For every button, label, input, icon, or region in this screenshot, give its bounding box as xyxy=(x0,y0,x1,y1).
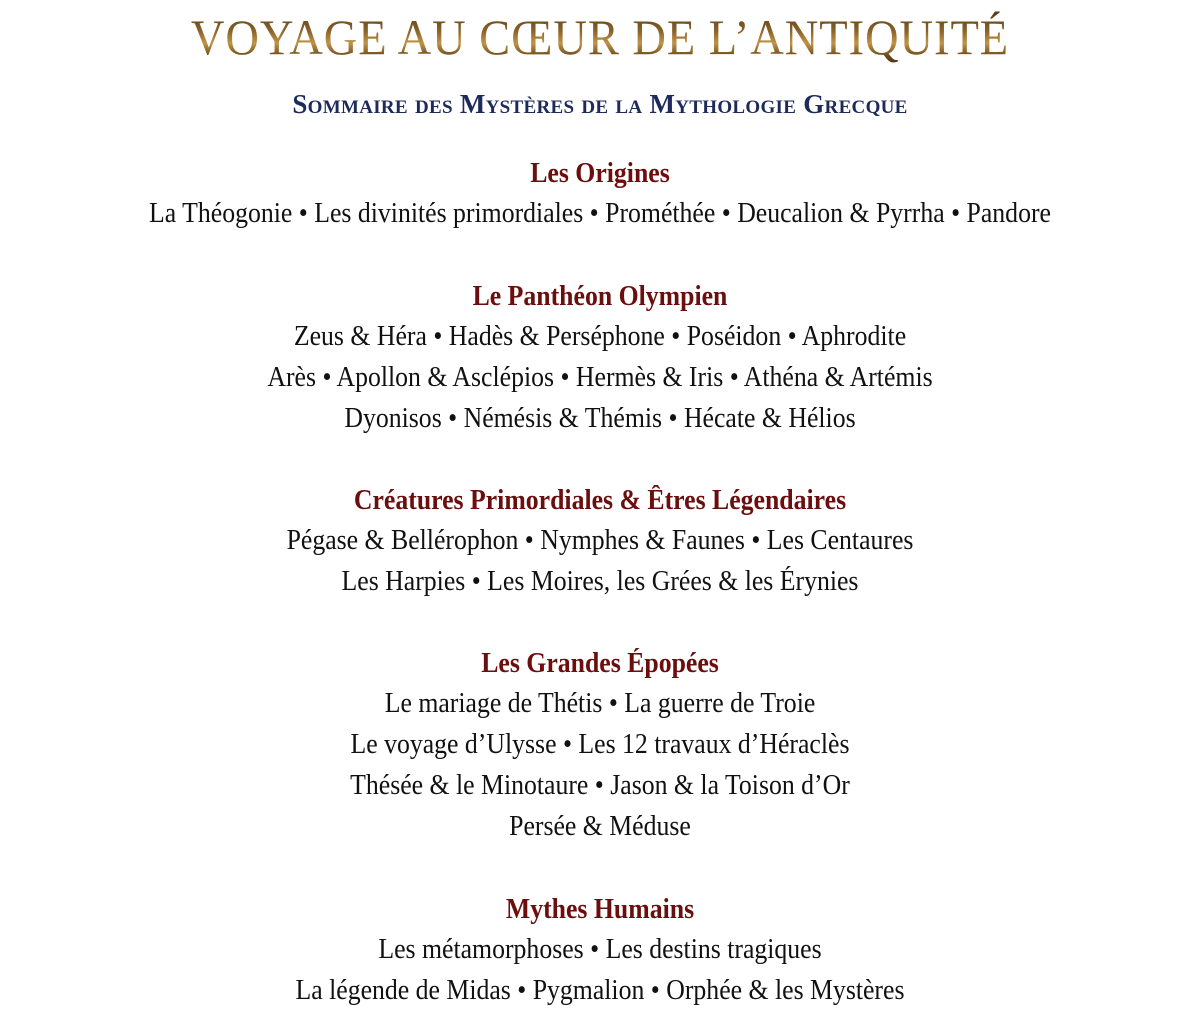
section-line: Les métamorphoses • Les destins tragiques xyxy=(378,934,822,965)
section-line: Persée & Méduse xyxy=(509,811,691,842)
section-line: Les Harpies • Les Moires, les Grées & les Érynies xyxy=(341,566,859,597)
section-line: La Théogonie • Les divinités primordiales • Prométhée • Deucalion & Pyrrha • Pandore xyxy=(149,198,1051,229)
section-heading: Mythes Humains xyxy=(505,894,695,925)
page-title: VOYAGE AU CŒUR DE L’ANTIQUITÉ xyxy=(42,6,1158,68)
section-line: Zeus & Héra • Hadès & Perséphone • Poséidon • Aphrodite xyxy=(293,321,907,352)
section-line: Dyonisos • Némésis & Thémis • Hécate & Hélios xyxy=(344,403,856,434)
section-creatures xyxy=(0,482,1200,602)
section-line: La légende de Midas • Pygmalion • Orphée & les Mystères xyxy=(295,975,905,1006)
section-heading: Les Grandes Épopées xyxy=(481,648,719,679)
page-subtitle: Sommaire des Mystères de la Mythologie Grecque xyxy=(292,89,908,119)
section-origines xyxy=(0,155,1200,234)
section-heading: Les Origines xyxy=(530,158,670,189)
section-heading: Le Panthéon Olympien xyxy=(472,281,728,312)
section-line: Arès • Apollon & Asclépios • Hermès & Iris • Athéna & Artémis xyxy=(267,362,933,393)
section-line: Thésée & le Minotaure • Jason & la Toison d’Or xyxy=(350,770,850,801)
section-line: Le voyage d’Ulysse • Les 12 travaux d’Héraclès xyxy=(350,729,850,760)
section-line: Le mariage de Thétis • La guerre de Troie xyxy=(384,688,816,719)
section-grandes-epopees xyxy=(0,645,1200,847)
section-pantheon-olympien xyxy=(0,278,1200,439)
section-line: Pégase & Bellérophon • Nymphes & Faunes • Les Centaures xyxy=(286,525,914,556)
section-mythes-humains xyxy=(0,891,1200,1011)
section-heading: Créatures Primordiales & Êtres Légendaires xyxy=(353,485,847,516)
